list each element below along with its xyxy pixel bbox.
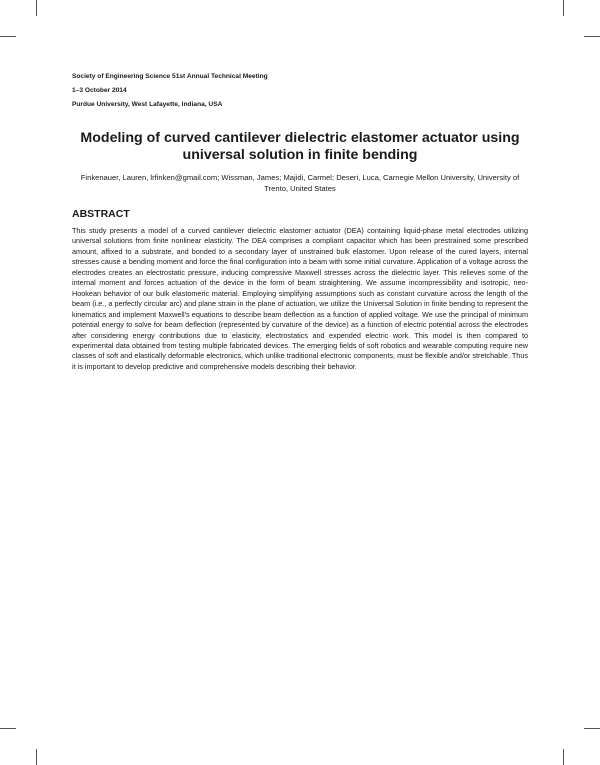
- paper-title: Modeling of curved cantilever dielectric elastomer actuator using universal solution in finite bending: [80, 130, 520, 163]
- abstract-text: This study presents a model of a curved cantilever dielectric elastomer actuator (DEA) containing liquid-phase metal electrodes utilizing universal solutions from finite nonlinear elasticity. The DEA comprises a compliant capacitor which has been prestrained some prescribed amount, affixed to a substrate, and bonded to a secondary layer of unstrained bulk elastomer. Upon release of the cured layers, internal stresses cause a bending moment and force the final configuration into a beam with some initial curvature. Application of a voltage across the electrodes creates an electrostatic pressure, inducing compressive Maxwell stresses across the dielectric layer. This relieves some of the internal moment and forces actuation of the device in the form of beam straightening. We assume incompressibility and isotropic, neo-Hookean behavior of our bulk elastomeric material. Employing simplifying assumptions such as constant curvature across the length of the beam (i.e., a perfectly circular arc) and plane strain in the plane of actuation, we utilize the Universal Solution in finite bending to represent the kinematics and implement Maxwell's equations to describe beam deflection as a function of applied voltage. We use the principal of minimum potential energy to solve for beam deflection (represented by curvature of the device) as a function of electric potential across the electrodes after considering energy contributions due to elasticity, electrostatics and expended electric work. This model is then compared to experimental data obtained from testing multiple fabricated devices. The emerging fields of soft robotics and wearable computing require new classes of soft and elastically deformable electronics, which unlike traditional electronic components, must be flexible and/or stretchable. Thus it is important to develop predictive and comprehensive models describing their behavior.: [72, 226, 528, 371]
- conference-dates: 1–3 October 2014: [72, 87, 127, 94]
- abstract-heading: ABSTRACT: [72, 208, 130, 220]
- crop-mark: [36, 749, 37, 765]
- crop-mark: [36, 0, 37, 16]
- crop-mark: [563, 749, 564, 765]
- conference-header: [72, 70, 268, 112]
- crop-mark: [584, 728, 600, 729]
- author-list: Finkenauer, Lauren, lrfinken@gmail.com; Wissman, James; Majidi, Carmel; Deseri, Luca, Carnegie Mellon University, University of Trento, United States: [80, 173, 520, 193]
- crop-mark: [0, 36, 16, 37]
- conference-location: Purdue University, West Lafayette, Indiana, USA: [72, 101, 223, 108]
- crop-mark: [584, 36, 600, 37]
- conference-name: Society of Engineering Science 51st Annual Technical Meeting: [72, 73, 268, 80]
- crop-mark: [0, 728, 16, 729]
- crop-mark: [563, 0, 564, 16]
